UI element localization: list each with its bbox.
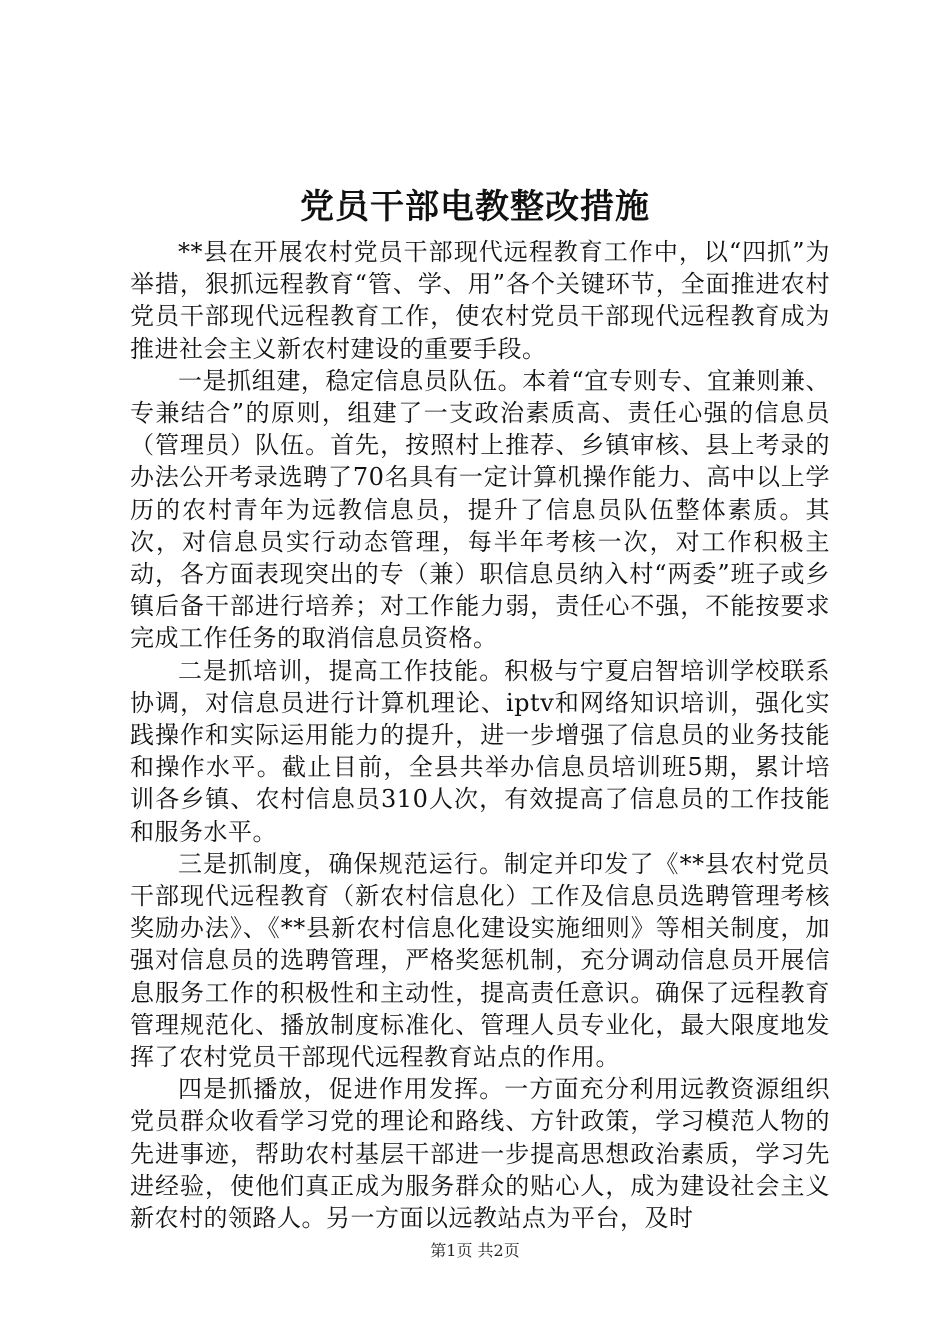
page-number-footer: 第1页 共2页 <box>430 1241 520 1260</box>
paragraph-point-1: 一是抓组建，稳定信息员队伍。本着“宜专则专、宜兼则兼、专兼结合”的原则，组建了一支政治素质高、责任心强的信息员（管理员）队伍。首先，按照村上推荐、乡镇审核、县上考录的办法公开考录选聘了70名具有一定计算机操作能力、高中以上学历的农村青年为远教信息员，提升了信息员队伍整体素质。其次，对信息员实行动态管理，每半年考核一次，对工作积极主动，各方面表现突出的专（兼）职信息员纳入村“两委”班子或乡镇后备干部进行培养；对工作能力弱，责任心不强，不能按要求完成工作任务的取消信息员资格。 <box>130 366 830 653</box>
paragraph-intro: **县在开展农村党员干部现代远程教育工作中，以“四抓”为举措，狠抓远程教育“管、学、用”各个关键环节，全面推进农村党员干部现代远程教育工作，使农村党员干部现代远程教育成为推进社会主义新农村建设的重要手段。 <box>130 238 830 363</box>
paragraph-point-4: 四是抓播放，促进作用发挥。一方面充分利用远教资源组织党员群众收看学习党的理论和路线、方针政策，学习模范人物的先进事迹，帮助农村基层干部进一步提高思想政治素质，学习先进经验，使他们真正成为服务群众的贴心人，成为建设社会主义新农村的领路人。另一方面以远教站点为平台，及时 <box>130 1075 830 1233</box>
paragraph-point-3: 三是抓制度，确保规范运行。制定并印发了《**县农村党员干部现代远程教育（新农村信息化）工作及信息员选聘管理考核奖励办法》、《**县新农村信息化建设实施细则》等相关制度，加强对信息员的选聘管理，严格奖惩机制，充分调动信息员开展信息服务工作的积极性和主动性，提高责任意识。确保了远程教育管理规范化、播放制度标准化、管理人员专业化，最大限度地发挥了农村党员干部现代远程教育站点的作用。 <box>130 849 830 1072</box>
document-body <box>130 236 830 1234</box>
document-title: 党员干部电教整改措施 <box>300 187 650 227</box>
paragraph-point-2: 二是抓培训，提高工作技能。积极与宁夏启智培训学校联系协调，对信息员进行计算机理论、iptv和网络知识培训，强化实践操作和实际运用能力的提升，进一步增强了信息员的业务技能和操作水平。截止目前，全县共举办信息员培训班5期，累计培训各乡镇、农村信息员310人次，有效提高了信息员的工作技能和服务水平。 <box>130 656 830 846</box>
